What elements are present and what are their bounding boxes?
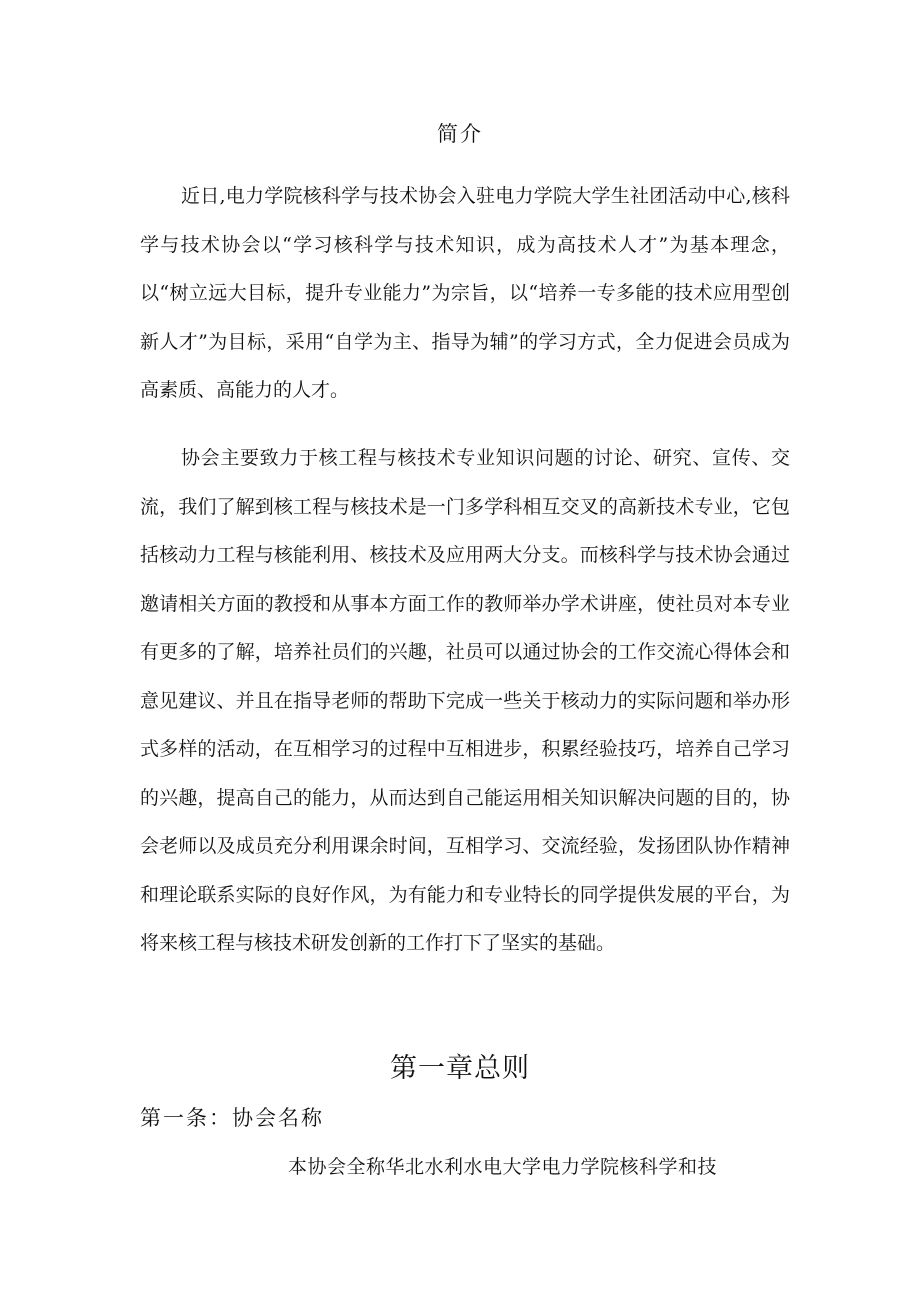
document-title: 简介 bbox=[437, 122, 483, 146]
chapter-title: 第一章总则 bbox=[390, 1053, 530, 1084]
article-text: 本协会全称华北水利水电大学电力学院核科学和技 bbox=[288, 1156, 718, 1178]
intro-paragraph-1: 近日,电力学院核科学与技术协会入驻电力学院大学生社团活动中心,核科学与技术协会以“学习核科学与技术知识，成为高技术人才”为基本理念，以“树立远大目标，提升专业能力”为宗旨，以“培养一专多能的技术应用型创新人才”为目标，采用“自学为主、指导为辅”的学习方式，全力促进会员成为高素质、高能力的人才。 bbox=[140, 185, 790, 401]
intro-paragraph-2: 协会主要致力于核工程与核技术专业知识问题的讨论、研究、宣传、交流，我们了解到核工程与核技术是一门多学科相互交叉的高新技术专业，它包括核动力工程与核能利用、核技术及应用两大分支。而核科学与技术协会通过邀请相关方面的教授和从事本方面工作的教师举办学术讲座，使社员对本专业有更多的了解，培养社员们的兴趣，社员可以通过协会的工作交流心得体会和意见建议、并且在指导老师的帮助下完成一些关于核动力的实际问题和举办形式多样的活动，在互相学习的过程中互相进步，积累经验技巧，培养自己学习的兴趣，提高自己的能力，从而达到自己能运用相关知识解决问题的目的，协会老师以及成员充分利用课余时间，互相学习、交流经验，发扬团队协作精神和理论联系实际的良好作风，为有能力和专业特长的同学提供发展的平台，为将来核工程与核技术研发创新的工作打下了坚实的基础。 bbox=[140, 447, 790, 954]
article-heading: 第一条：协会名称 bbox=[140, 1106, 324, 1130]
